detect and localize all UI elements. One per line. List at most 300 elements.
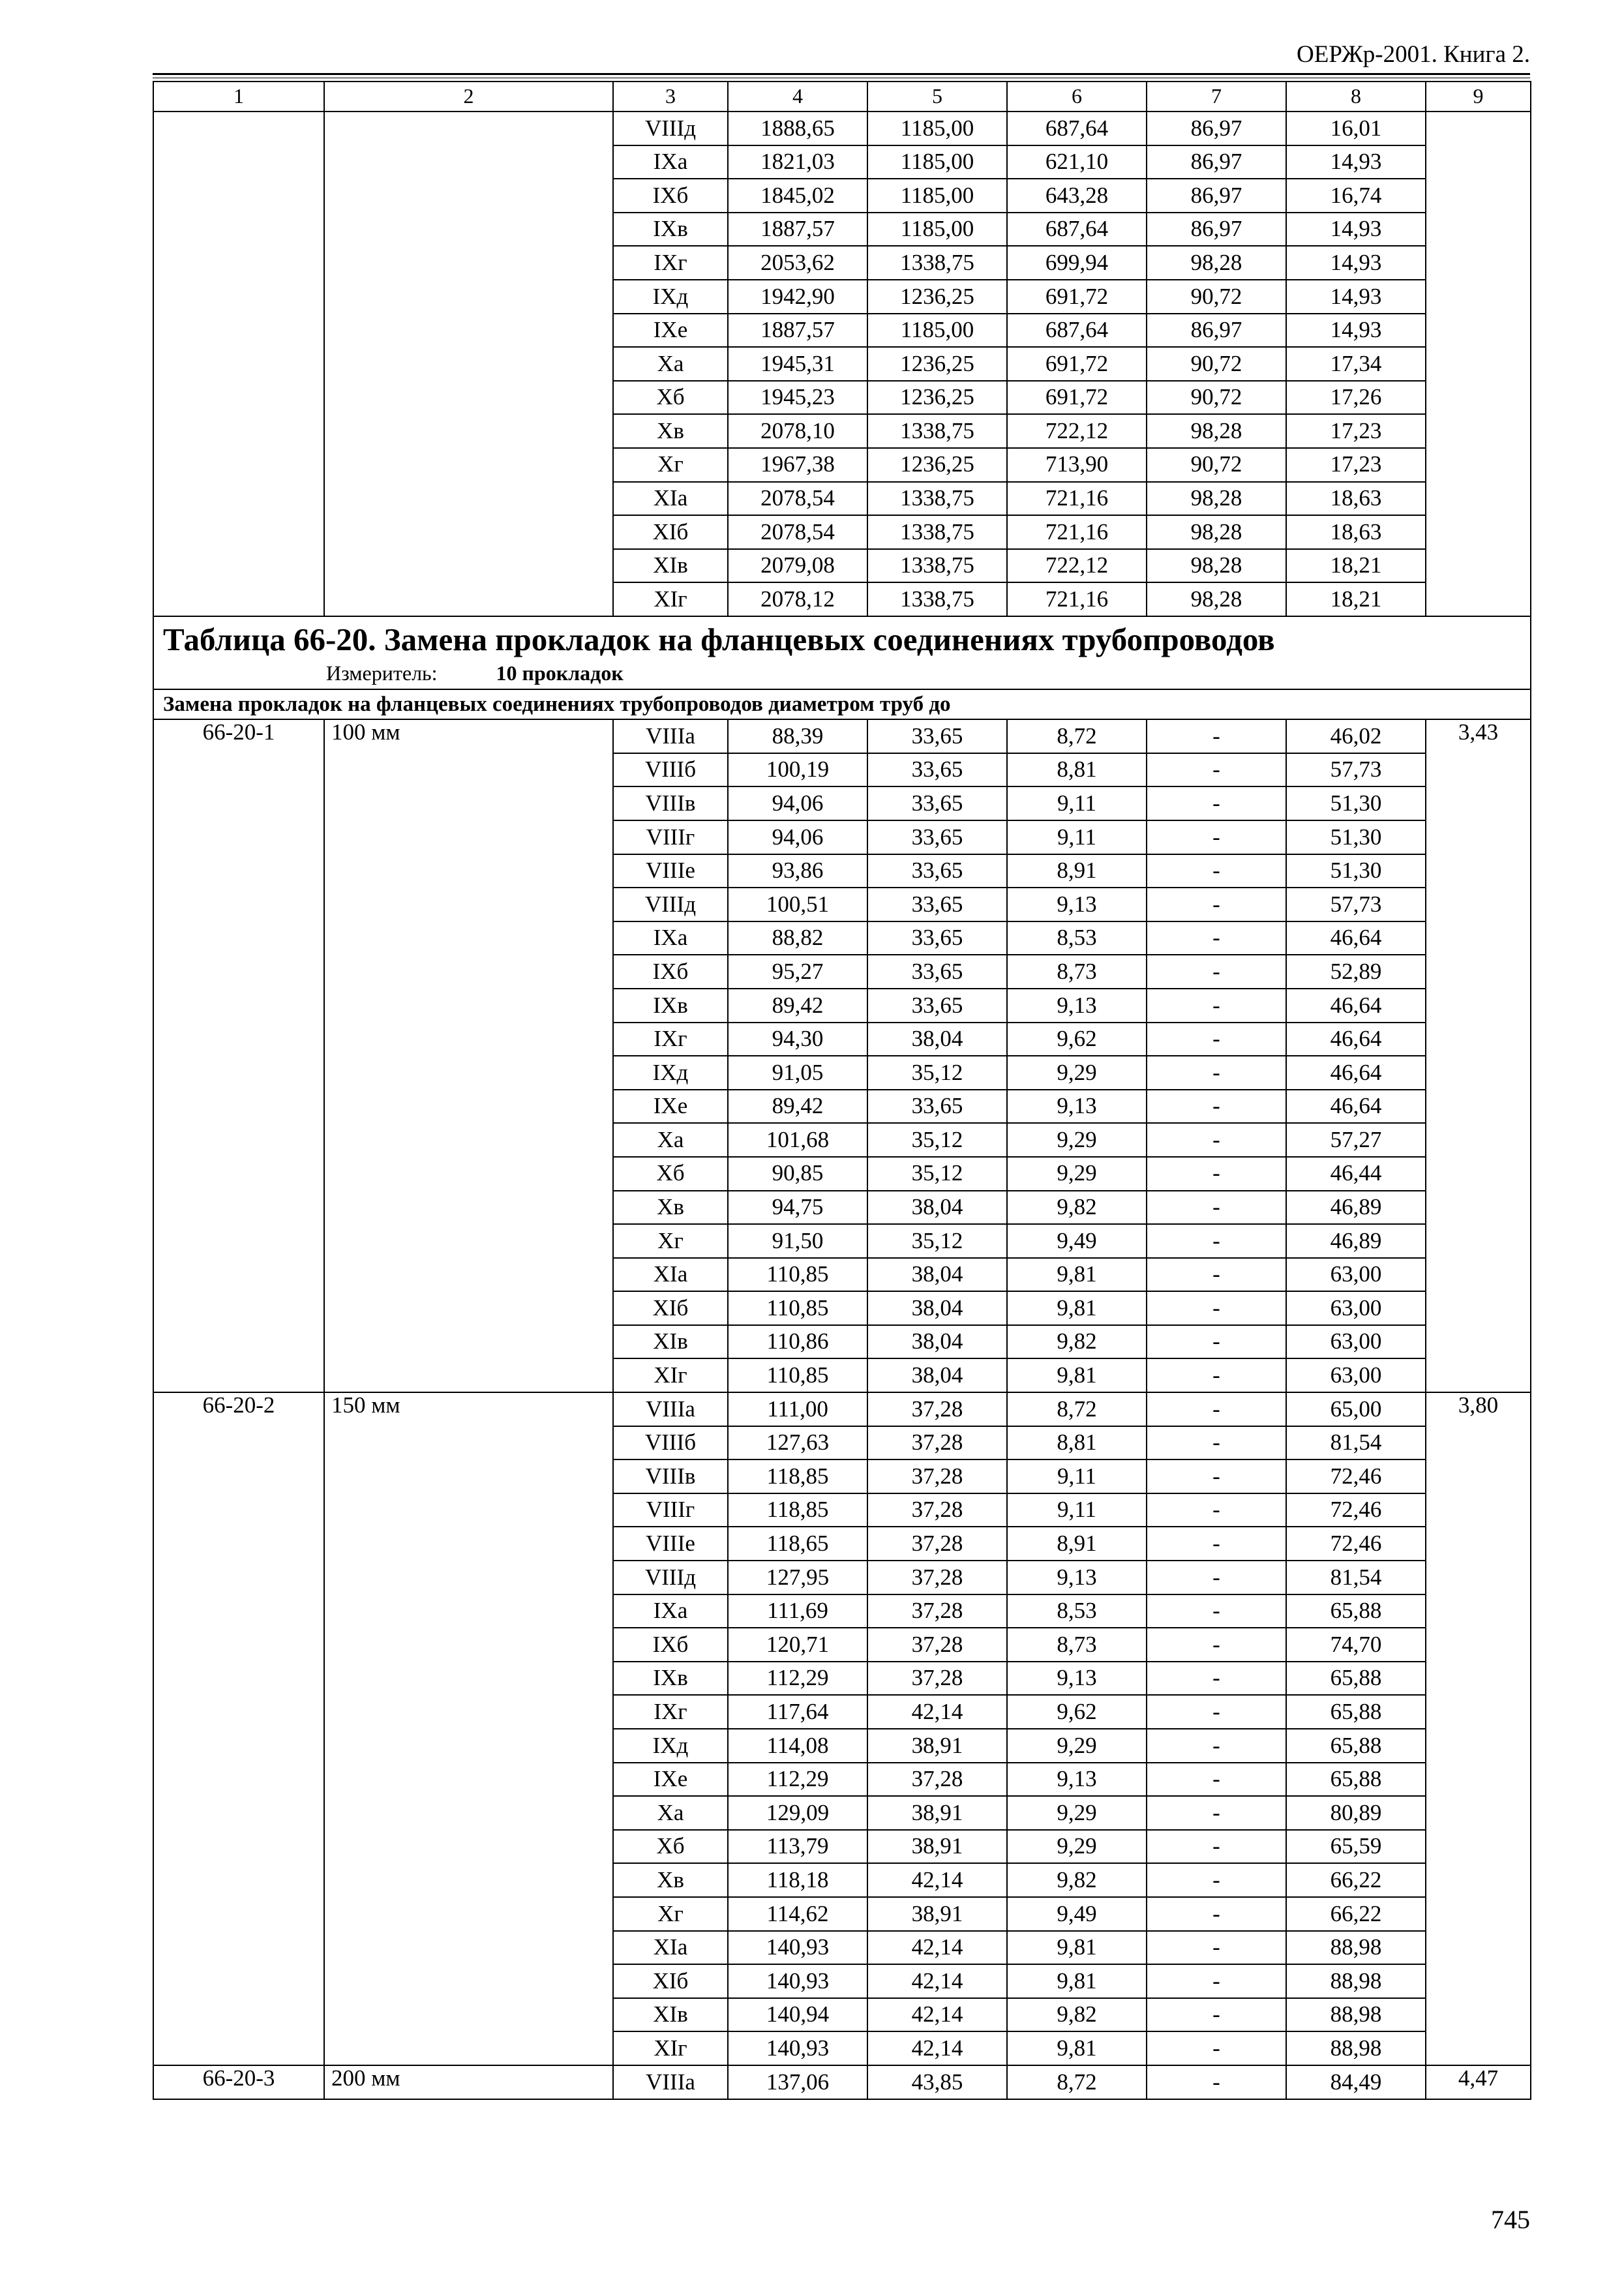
machine-operation: 9,29 [1007, 1123, 1147, 1157]
resource-index: VIIIa [613, 1392, 728, 1426]
driver-wages: - [1147, 1426, 1286, 1460]
machine-operation: 687,64 [1007, 213, 1147, 247]
column-number: 7 [1147, 82, 1286, 112]
resource-index: IXд [613, 280, 728, 314]
table-title: Таблица 66-20. Замена прокладок на фланцевых соединениях трубопроводов [163, 621, 1275, 657]
driver-wages: - [1147, 1358, 1286, 1392]
direct-costs: 91,05 [728, 1056, 867, 1090]
resource-index: IXe [613, 1763, 728, 1797]
machine-operation: 9,29 [1007, 1796, 1147, 1830]
driver-wages: - [1147, 1123, 1286, 1157]
labor-wages: 37,28 [867, 1392, 1007, 1426]
resource-index: VIIIв [613, 786, 728, 820]
direct-costs: 117,64 [728, 1695, 867, 1729]
direct-costs: 113,79 [728, 1830, 867, 1864]
materials: 14,93 [1286, 213, 1426, 247]
machine-operation: 721,16 [1007, 482, 1147, 516]
materials: 46,89 [1286, 1191, 1426, 1225]
labor-wages: 1338,75 [867, 414, 1007, 448]
materials: 17,26 [1286, 381, 1426, 415]
rates-table [153, 81, 1531, 2100]
driver-wages: - [1147, 1998, 1286, 2032]
resource-index: VIIIг [613, 820, 728, 854]
labor-wages: 1338,75 [867, 246, 1007, 280]
materials: 51,30 [1286, 854, 1426, 888]
machine-operation: 9,81 [1007, 1258, 1147, 1292]
table-row [153, 2065, 1531, 2099]
materials: 16,74 [1286, 179, 1426, 213]
labor-wages: 37,28 [867, 1662, 1007, 1696]
machine-operation: 621,10 [1007, 145, 1147, 179]
direct-costs: 1942,90 [728, 280, 867, 314]
resource-index: XIб [613, 1291, 728, 1325]
labor-wages: 35,12 [867, 1224, 1007, 1258]
driver-wages: - [1147, 2031, 1286, 2065]
labor-wages: 37,28 [867, 1527, 1007, 1561]
resource-index: IXб [613, 1628, 728, 1662]
materials: 14,93 [1286, 145, 1426, 179]
table-subtitle: Замена прокладок на фланцевых соединениях трубопроводов диаметром труб до [153, 689, 1531, 719]
machine-operation: 8,81 [1007, 1426, 1147, 1460]
machine-operation: 721,16 [1007, 582, 1147, 616]
resource-index: Xг [613, 448, 728, 482]
materials: 46,44 [1286, 1157, 1426, 1191]
description-cell-empty [324, 112, 613, 616]
labor-wages: 38,91 [867, 1729, 1007, 1763]
machine-operation: 9,13 [1007, 989, 1147, 1023]
labor-wages: 1236,25 [867, 280, 1007, 314]
resource-index: XIв [613, 549, 728, 583]
driver-wages: - [1147, 1224, 1286, 1258]
direct-costs: 1887,57 [728, 213, 867, 247]
resource-index: IXв [613, 1662, 728, 1696]
direct-costs: 1821,03 [728, 145, 867, 179]
resource-index: VIIIa [613, 719, 728, 753]
labor-wages: 1185,00 [867, 213, 1007, 247]
materials: 72,46 [1286, 1459, 1426, 1493]
direct-costs: 2053,62 [728, 246, 867, 280]
direct-costs: 127,95 [728, 1561, 867, 1594]
materials: 52,89 [1286, 955, 1426, 989]
driver-wages: - [1147, 1729, 1286, 1763]
materials: 16,01 [1286, 112, 1426, 145]
driver-wages: - [1147, 1493, 1286, 1527]
direct-costs: 140,93 [728, 1964, 867, 1998]
direct-costs: 95,27 [728, 955, 867, 989]
direct-costs: 127,63 [728, 1426, 867, 1460]
labor-wages: 38,04 [867, 1023, 1007, 1056]
driver-wages: - [1147, 1056, 1286, 1090]
driver-wages: - [1147, 1325, 1286, 1359]
resource-index: Xб [613, 381, 728, 415]
materials: 80,89 [1286, 1796, 1426, 1830]
labor-wages: 33,65 [867, 989, 1007, 1023]
materials: 46,64 [1286, 1056, 1426, 1090]
direct-costs: 88,82 [728, 921, 867, 955]
labor-wages: 38,04 [867, 1291, 1007, 1325]
header-rule [153, 73, 1530, 75]
machine-operation: 8,81 [1007, 753, 1147, 787]
labor-wages: 37,28 [867, 1628, 1007, 1662]
pipe-diameter: 150 мм [324, 1392, 613, 2065]
materials: 51,30 [1286, 786, 1426, 820]
page-number: 745 [1491, 2205, 1530, 2234]
labor-wages: 42,14 [867, 1931, 1007, 1965]
materials: 65,88 [1286, 1662, 1426, 1696]
resource-index: IXб [613, 179, 728, 213]
column-number: 6 [1007, 82, 1147, 112]
direct-costs: 100,51 [728, 888, 867, 921]
direct-costs: 137,06 [728, 2065, 867, 2099]
page-header: ОЕРЖр-2001. Книга 2. [1297, 41, 1530, 68]
materials: 88,98 [1286, 2031, 1426, 2065]
column-number: 5 [867, 82, 1007, 112]
materials: 17,34 [1286, 347, 1426, 381]
resource-index: IXг [613, 246, 728, 280]
materials: 65,88 [1286, 1729, 1426, 1763]
driver-wages: 86,97 [1147, 179, 1286, 213]
materials: 88,98 [1286, 1998, 1426, 2032]
labor-wages: 33,65 [867, 719, 1007, 753]
driver-wages: 90,72 [1147, 280, 1286, 314]
driver-wages: - [1147, 1392, 1286, 1426]
materials: 18,63 [1286, 515, 1426, 549]
direct-costs: 1887,57 [728, 314, 867, 348]
labor-wages: 37,28 [867, 1561, 1007, 1594]
resource-index: XIг [613, 2031, 728, 2065]
resource-index: VIIIд [613, 1561, 728, 1594]
column-numbers-row [153, 82, 1531, 112]
driver-wages: - [1147, 921, 1286, 955]
resource-index: VIIIд [613, 888, 728, 921]
direct-costs: 110,85 [728, 1291, 867, 1325]
labor-wages: 43,85 [867, 2065, 1007, 2099]
materials: 63,00 [1286, 1358, 1426, 1392]
machine-operation: 643,28 [1007, 179, 1147, 213]
machine-operation: 8,72 [1007, 719, 1147, 753]
column-number: 8 [1286, 82, 1426, 112]
driver-wages: - [1147, 1796, 1286, 1830]
column-number: 4 [728, 82, 867, 112]
driver-wages: - [1147, 719, 1286, 753]
table-title-row [153, 616, 1531, 689]
resource-index: XIa [613, 1931, 728, 1965]
labor-wages: 37,28 [867, 1493, 1007, 1527]
machine-operation: 8,91 [1007, 1527, 1147, 1561]
machine-operation: 699,94 [1007, 246, 1147, 280]
resource-index: Xб [613, 1830, 728, 1864]
direct-costs: 129,09 [728, 1796, 867, 1830]
resource-index: XIб [613, 1964, 728, 1998]
direct-costs: 140,93 [728, 1931, 867, 1965]
direct-costs: 111,69 [728, 1594, 867, 1628]
driver-wages: - [1147, 1931, 1286, 1965]
machine-operation: 9,82 [1007, 1863, 1147, 1897]
labor-wages: 38,04 [867, 1325, 1007, 1359]
labor-wages: 42,14 [867, 1998, 1007, 2032]
resource-index: Xв [613, 1191, 728, 1225]
column-number: 3 [613, 82, 728, 112]
direct-costs: 100,19 [728, 753, 867, 787]
labor-wages: 35,12 [867, 1056, 1007, 1090]
direct-costs: 112,29 [728, 1763, 867, 1797]
labor-wages: 1185,00 [867, 179, 1007, 213]
direct-costs: 1945,31 [728, 347, 867, 381]
rate-code: 66-20-1 [153, 719, 324, 1392]
machine-operation: 8,73 [1007, 955, 1147, 989]
resource-index: VIIIe [613, 854, 728, 888]
driver-wages: - [1147, 1191, 1286, 1225]
driver-wages: - [1147, 1157, 1286, 1191]
column-number: 1 [153, 82, 324, 112]
materials: 72,46 [1286, 1527, 1426, 1561]
labor-wages: 38,04 [867, 1258, 1007, 1292]
direct-costs: 2079,08 [728, 549, 867, 583]
labor-wages: 1185,00 [867, 314, 1007, 348]
materials: 18,21 [1286, 549, 1426, 583]
column-number: 9 [1426, 82, 1531, 112]
labor-wages: 1338,75 [867, 549, 1007, 583]
driver-wages: 90,72 [1147, 448, 1286, 482]
driver-wages: - [1147, 1830, 1286, 1864]
materials: 88,98 [1286, 1931, 1426, 1965]
resource-index: IXг [613, 1695, 728, 1729]
machine-operation: 9,11 [1007, 1493, 1147, 1527]
driver-wages: - [1147, 955, 1286, 989]
machine-operation: 8,91 [1007, 854, 1147, 888]
table-row [153, 719, 1531, 753]
materials: 46,64 [1286, 1090, 1426, 1124]
resource-index: IXa [613, 1594, 728, 1628]
labor-wages: 37,28 [867, 1426, 1007, 1460]
code-cell-empty [153, 112, 324, 616]
materials: 88,98 [1286, 1964, 1426, 1998]
materials: 14,93 [1286, 280, 1426, 314]
materials: 57,27 [1286, 1123, 1426, 1157]
driver-wages: - [1147, 1695, 1286, 1729]
machine-operation: 9,81 [1007, 1964, 1147, 1998]
driver-wages: - [1147, 1459, 1286, 1493]
driver-wages: 98,28 [1147, 582, 1286, 616]
driver-wages: - [1147, 1258, 1286, 1292]
direct-costs: 2078,10 [728, 414, 867, 448]
machine-operation: 8,72 [1007, 1392, 1147, 1426]
driver-wages: - [1147, 1628, 1286, 1662]
resource-index: Xг [613, 1224, 728, 1258]
materials: 74,70 [1286, 1628, 1426, 1662]
resource-index: IXг [613, 1023, 728, 1056]
labor-wages: 35,12 [867, 1157, 1007, 1191]
driver-wages: - [1147, 820, 1286, 854]
labor-wages: 33,65 [867, 888, 1007, 921]
resource-index: IXб [613, 955, 728, 989]
labor-wages: 33,65 [867, 753, 1007, 787]
labor-wages: 1236,25 [867, 347, 1007, 381]
materials: 57,73 [1286, 888, 1426, 921]
materials: 66,22 [1286, 1863, 1426, 1897]
resource-index: VIIIб [613, 1426, 728, 1460]
labor-hours: 3,43 [1426, 719, 1531, 1392]
materials: 46,64 [1286, 1023, 1426, 1056]
labor-wages: 33,65 [867, 921, 1007, 955]
machine-operation: 9,13 [1007, 1561, 1147, 1594]
labor-wages: 38,91 [867, 1897, 1007, 1931]
table-title-cell [153, 616, 1531, 689]
direct-costs: 101,68 [728, 1123, 867, 1157]
labor-wages: 33,65 [867, 955, 1007, 989]
driver-wages: - [1147, 1291, 1286, 1325]
direct-costs: 94,30 [728, 1023, 867, 1056]
direct-costs: 94,06 [728, 820, 867, 854]
resource-index: XIa [613, 482, 728, 516]
resource-index: IXa [613, 921, 728, 955]
materials: 63,00 [1286, 1325, 1426, 1359]
materials: 57,73 [1286, 753, 1426, 787]
direct-costs: 112,29 [728, 1662, 867, 1696]
direct-costs: 2078,54 [728, 515, 867, 549]
materials: 65,88 [1286, 1695, 1426, 1729]
labor-wages: 33,65 [867, 854, 1007, 888]
direct-costs: 118,18 [728, 1863, 867, 1897]
machine-operation: 9,29 [1007, 1830, 1147, 1864]
direct-costs: 94,75 [728, 1191, 867, 1225]
materials: 63,00 [1286, 1258, 1426, 1292]
direct-costs: 110,85 [728, 1358, 867, 1392]
unit-line [163, 660, 1521, 686]
resource-index: IXв [613, 213, 728, 247]
machine-operation: 9,11 [1007, 786, 1147, 820]
machine-operation: 8,72 [1007, 2065, 1147, 2099]
resource-index: XIa [613, 1258, 728, 1292]
direct-costs: 93,86 [728, 854, 867, 888]
machine-operation: 9,49 [1007, 1897, 1147, 1931]
driver-wages: 98,28 [1147, 515, 1286, 549]
labor-wages: 37,28 [867, 1594, 1007, 1628]
machine-operation: 9,82 [1007, 1191, 1147, 1225]
driver-wages: 98,28 [1147, 482, 1286, 516]
resource-index: IXв [613, 989, 728, 1023]
materials: 14,93 [1286, 246, 1426, 280]
materials: 17,23 [1286, 414, 1426, 448]
resource-index: VIIIa [613, 2065, 728, 2099]
labor-wages: 33,65 [867, 786, 1007, 820]
rates-table-body [153, 82, 1531, 2099]
materials: 46,89 [1286, 1224, 1426, 1258]
materials: 65,00 [1286, 1392, 1426, 1426]
pipe-diameter: 100 мм [324, 719, 613, 1392]
resource-index: Xв [613, 414, 728, 448]
direct-costs: 118,85 [728, 1493, 867, 1527]
labor-wages: 38,91 [867, 1830, 1007, 1864]
direct-costs: 120,71 [728, 1628, 867, 1662]
labor-wages: 42,14 [867, 1695, 1007, 1729]
machine-operation: 722,12 [1007, 549, 1147, 583]
driver-wages: - [1147, 1527, 1286, 1561]
direct-costs: 118,85 [728, 1459, 867, 1493]
rate-code: 66-20-2 [153, 1392, 324, 2065]
machine-operation: 9,81 [1007, 2031, 1147, 2065]
direct-costs: 114,08 [728, 1729, 867, 1763]
resource-index: Xa [613, 1123, 728, 1157]
driver-wages: 86,97 [1147, 145, 1286, 179]
materials: 46,02 [1286, 719, 1426, 753]
driver-wages: 98,28 [1147, 549, 1286, 583]
machine-operation: 722,12 [1007, 414, 1147, 448]
machine-operation: 8,73 [1007, 1628, 1147, 1662]
direct-costs: 89,42 [728, 989, 867, 1023]
driver-wages: - [1147, 1023, 1286, 1056]
driver-wages: 98,28 [1147, 246, 1286, 280]
machine-operation: 9,62 [1007, 1695, 1147, 1729]
driver-wages: 98,28 [1147, 414, 1286, 448]
machine-operation: 9,81 [1007, 1358, 1147, 1392]
table-row [153, 1392, 1531, 1426]
machine-operation: 9,49 [1007, 1224, 1147, 1258]
labor-wages: 35,12 [867, 1123, 1007, 1157]
direct-costs: 2078,54 [728, 482, 867, 516]
machine-operation: 9,11 [1007, 1459, 1147, 1493]
driver-wages: - [1147, 888, 1286, 921]
machine-operation: 9,29 [1007, 1729, 1147, 1763]
materials: 46,64 [1286, 989, 1426, 1023]
machine-operation: 9,29 [1007, 1157, 1147, 1191]
pipe-diameter: 200 мм [324, 2065, 613, 2099]
labor-hours: 3,80 [1426, 1392, 1531, 2065]
driver-wages: - [1147, 2065, 1286, 2099]
machine-operation: 8,53 [1007, 1594, 1147, 1628]
driver-wages: - [1147, 1897, 1286, 1931]
driver-wages: - [1147, 1561, 1286, 1594]
materials: 18,63 [1286, 482, 1426, 516]
labor-wages: 1338,75 [867, 515, 1007, 549]
driver-wages: - [1147, 1863, 1286, 1897]
resource-index: Xб [613, 1157, 728, 1191]
driver-wages: 86,97 [1147, 112, 1286, 145]
resource-index: VIIIб [613, 753, 728, 787]
labor-wages: 1338,75 [867, 582, 1007, 616]
resource-index: IXд [613, 1729, 728, 1763]
driver-wages: - [1147, 989, 1286, 1023]
resource-index: XIв [613, 1998, 728, 2032]
machine-operation: 713,90 [1007, 448, 1147, 482]
resource-index: Xa [613, 1796, 728, 1830]
driver-wages: 86,97 [1147, 213, 1286, 247]
materials: 81,54 [1286, 1426, 1426, 1460]
labor-wages: 42,14 [867, 2031, 1007, 2065]
machine-operation: 9,29 [1007, 1056, 1147, 1090]
labor-wages: 37,28 [867, 1763, 1007, 1797]
direct-costs: 111,00 [728, 1392, 867, 1426]
materials: 14,93 [1286, 314, 1426, 348]
labor-wages: 1236,25 [867, 381, 1007, 415]
driver-wages: - [1147, 1763, 1286, 1797]
driver-wages: 90,72 [1147, 381, 1286, 415]
resource-index: Xв [613, 1863, 728, 1897]
labor-wages: 1185,00 [867, 112, 1007, 145]
driver-wages: - [1147, 854, 1286, 888]
materials: 65,88 [1286, 1594, 1426, 1628]
driver-wages: 86,97 [1147, 314, 1286, 348]
resource-index: Xг [613, 1897, 728, 1931]
labor-wages: 38,91 [867, 1796, 1007, 1830]
direct-costs: 118,65 [728, 1527, 867, 1561]
direct-costs: 110,85 [728, 1258, 867, 1292]
resource-index: XIв [613, 1325, 728, 1359]
labor-wages: 38,04 [867, 1191, 1007, 1225]
resource-index: VIIIв [613, 1459, 728, 1493]
materials: 72,46 [1286, 1493, 1426, 1527]
driver-wages: - [1147, 1662, 1286, 1696]
